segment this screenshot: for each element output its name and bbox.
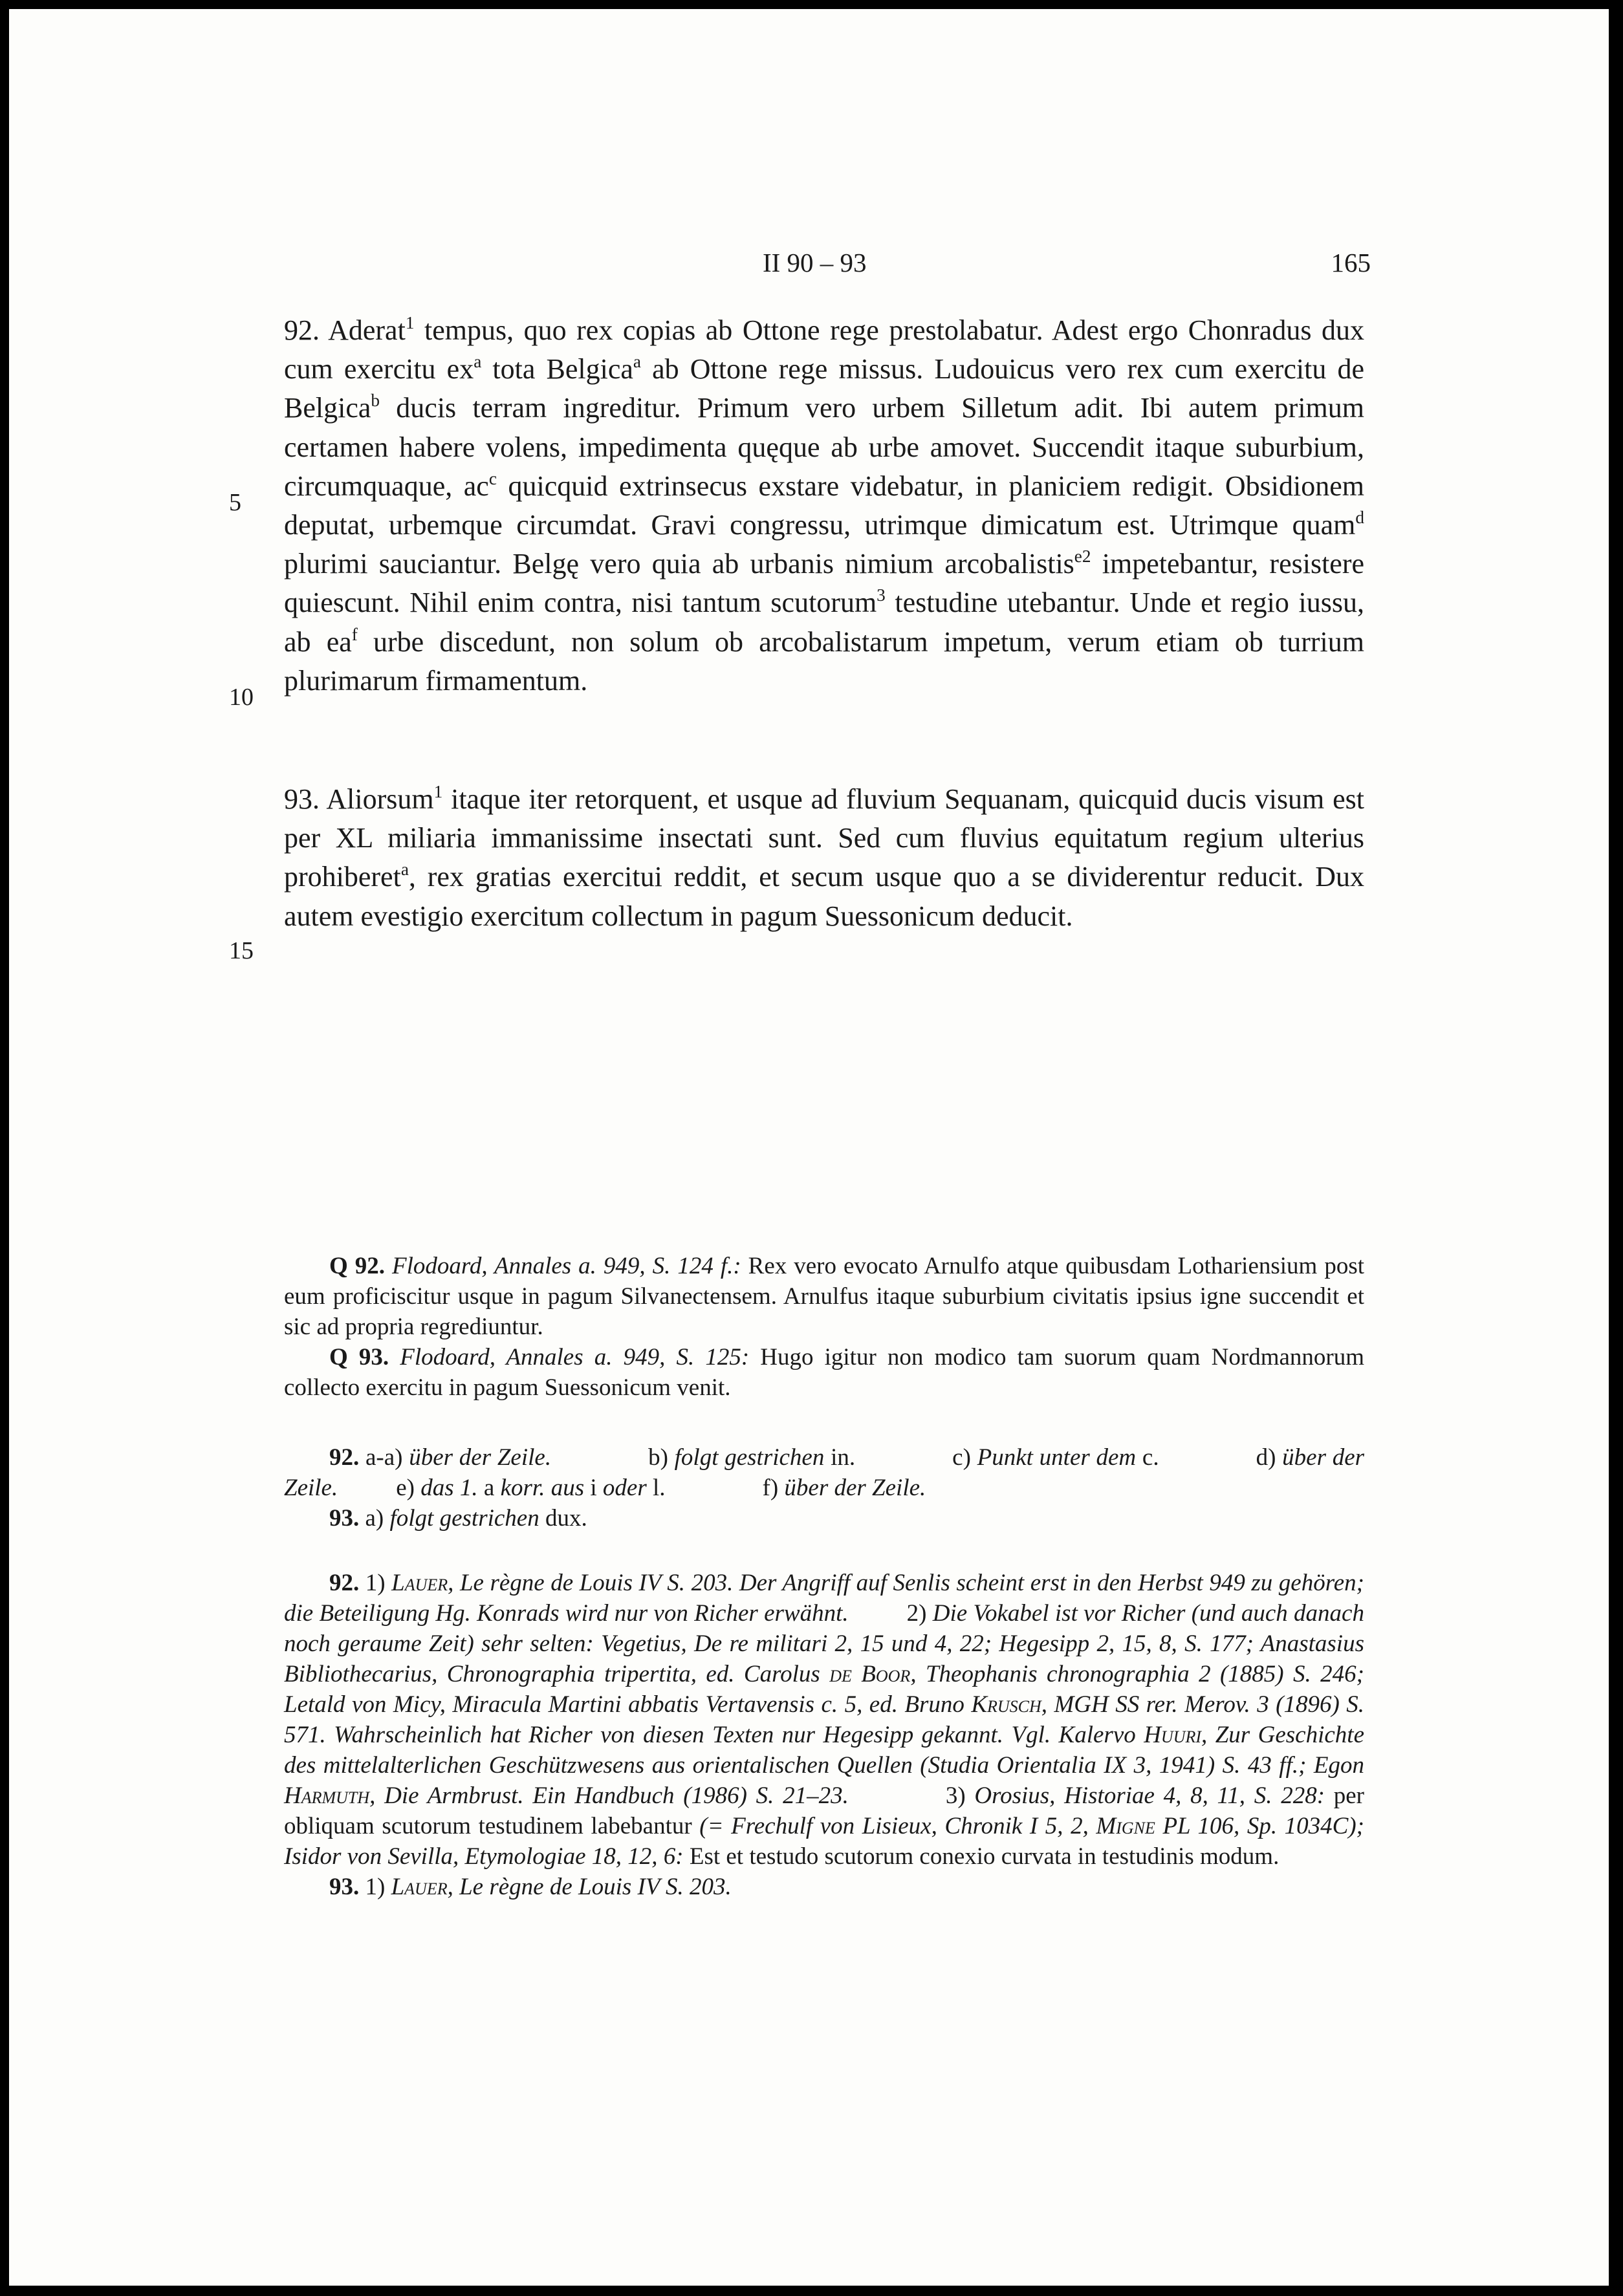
footnote-93: 93. 1) Lauer, Le règne de Louis IV S. 203. [329, 1874, 732, 1900]
chapter-92 [284, 311, 1364, 700]
textual-notes [284, 1442, 1364, 1533]
line-number-15: 15 [229, 937, 254, 964]
textual-note-93: 93. a) folgt gestrichen dux. [329, 1505, 587, 1532]
chapter-93-text: 93. Aliorsum$^1$ itaque iter retorquent, et usque ad fluvium Sequanam, quicquid ducis visum est per XL miliaria immanissime insectati sunt. Sed cum fluvius equitatum regium ulterius prohiberet$^a$, rex gratias exercitui reddit, et secum usque quo a se dividerentur reducit. Dux autem evestigio exercitum collectum in pagum Suessonicum deducit. [284, 782, 1364, 932]
source-apparatus [284, 1251, 1364, 1403]
chapter-92-text: 92. Aderat$^1$ tempus, quo rex copias ab Ottone rege prestolabatur. Adest ergo Chonradus dux cum exercitu $ex^a$ tota Belgica$^a$ ab Ottone rege missus. Ludouicus vero rex cum exercitu de Belgica$^b$ ducis terram ingreditur. Primum vero urbem Silletum adit. Ibi autem primum certamen habere volens, impedimenta quęque ab urbe amovet. Succendit itaque suburbium, circumquaque, $ac^c$ quicquid extrinsecus exstare videbatur, in planiciem redigit. Obsidionem deputat, urbemque circumdat. Gravi congressu, utrimque dimicatum est. Utrimque quam$^d$ plurimi sauciantur. Belgę vero quia ab urbanis nimium arcobalistis$^{e2}$ impetebantur, resistere quiescunt. Nihil enim contra, nisi tantum scutorum$^3$ testudine utebantur. Unde et regio iussu, ab $ea^f$ urbe discedunt, non solum ob arcobalistarum impetum, verum etiam ob turrium plurimarum firmamentum. [284, 313, 1365, 697]
source-92: Q 92. Flodoard, Annales a. 949, S. 124 f.: Rex vero evocato Arnulfo atque quibusdam Lothariensium post eum proficiscitur usque in pagum Silvanectensem. Arnulfus itaque suburbium civitatis ipsius igne succendit et sic ad propria regrediuntur. [284, 1253, 1365, 1340]
page-number: 165 [1331, 248, 1371, 277]
textual-note-92: 92. a-a) über der Zeile. b) folgt gestrichen in. c) Punkt unter dem c. d) über der Zeile. e) das 1. a korr. aus i oder l. f) über der Zeile. [284, 1444, 1365, 1501]
source-93: Q 93. Flodoard, Annales a. 949, S. 125: Hugo igitur non modico tam suorum quam Nordmannorum collecto exercitu in pagum Suessonicum venit. [284, 1344, 1365, 1401]
line-number-10: 10 [229, 684, 254, 711]
line-number-5: 5 [229, 489, 241, 516]
footnotes [284, 1568, 1364, 1902]
running-head: II 90 – 93 [763, 248, 867, 277]
chapter-93 [284, 780, 1364, 936]
footnote-92: 92. 1) Lauer, Le règne de Louis IV S. 203. Der Angriff auf Senlis scheint erst in den Herbst 949 zu gehören; die Beteiligung Hg. Konrads wird nur von Richer erwähnt. 2) Die Vokabel ist vor Richer (und auch danach noch geraume Zeit) sehr selten: Vegetius, De re militari 2, 15 und 4, 22; Hegesipp 2, 15, 8, S. 177; Anastasius Bibliothecarius, Chronographia tripertita, ed. Carolus de Boor, Theophanis chronographia 2 (1885) S. 246; Letald von Micy, Miracula Martini abbatis Vertavensis c. 5, ed. Bruno Krusch, MGH SS rer. Merov. 3 (1896) S. 571. Wahrscheinlich hat Richer von diesen Texten nur Hegesipp gekannt. Vgl. Kalervo Huuri, Zur Geschichte des mittelalterlichen Geschützwesens aus orientalischen Quellen (Studia Orientalia IX 3, 1941) S. 43 ff.; Egon Harmuth, Die Armbrust. Ein Handbuch (1986) S. 21–23. 3) Orosius, Historiae 4, 8, 11, S. 228: per obliquam scutorum testudinem labebantur (= Frechulf von Lisieux, Chronik I 5, 2, Migne PL 106, Sp. 1034C); Isidor von Sevilla, Etymologiae 18, 12, 6: Est et testudo scutorum conexio curvata in testudinis modum. [284, 1570, 1365, 1870]
page-header [9, 247, 1609, 286]
document-page [9, 9, 1609, 2286]
